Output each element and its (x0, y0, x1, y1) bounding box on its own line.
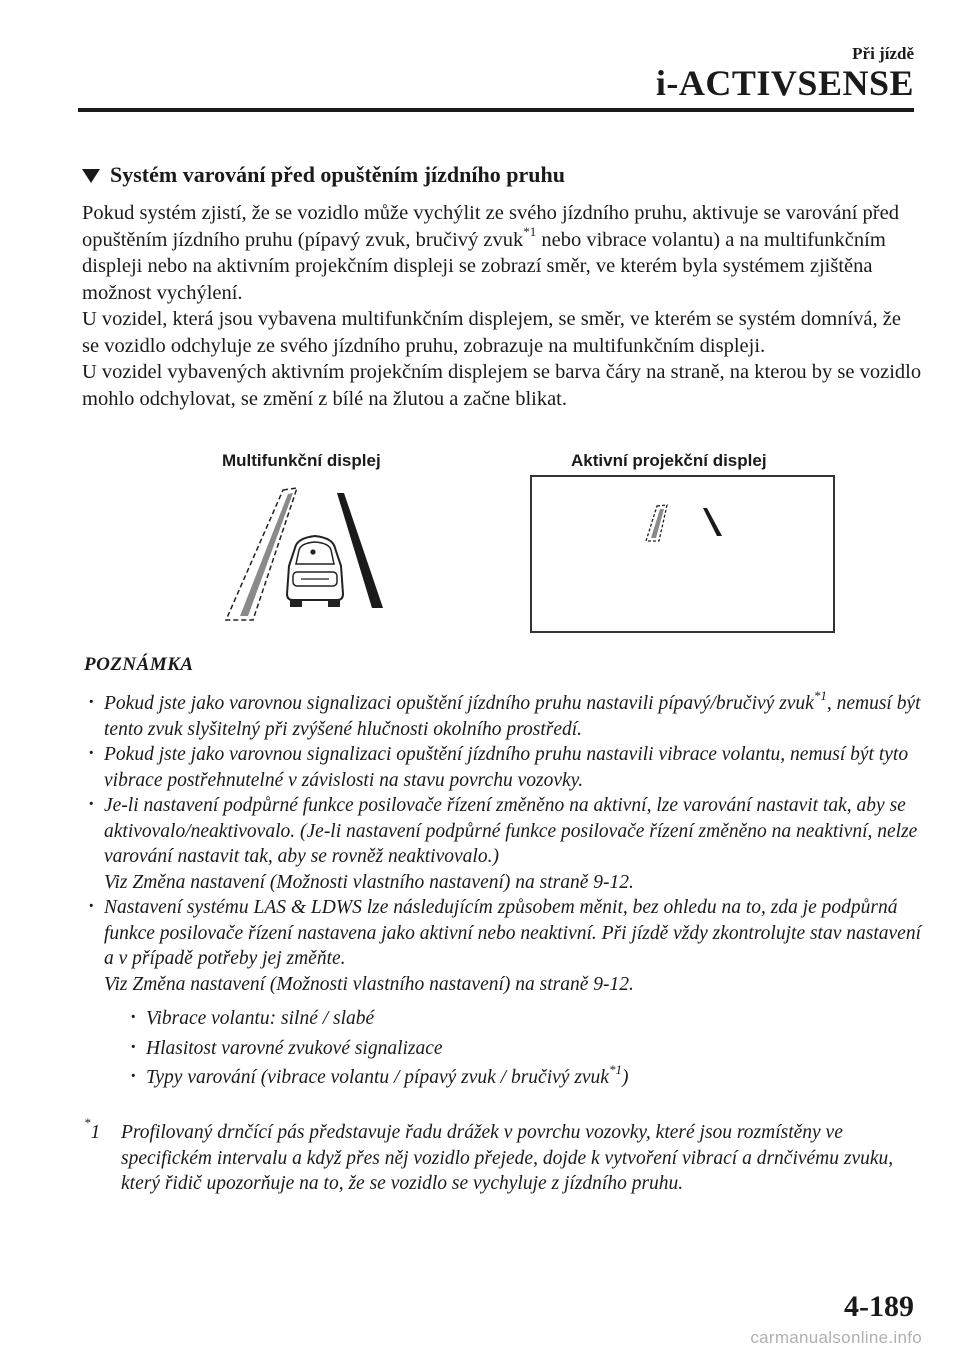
section-title: i-ACTIVSENSE (655, 63, 914, 103)
footnote-marker: *1 (84, 1114, 101, 1143)
car-rear-icon (287, 536, 343, 606)
note-subitem-2: · Hlasitost varovné zvukové signalizace (126, 1036, 924, 1062)
multifunction-display-label: Multifunkční displej (222, 451, 381, 470)
footnote-ref: *1 (813, 687, 827, 703)
note-item-2: · Pokud jste jako varovnou signalizaci opuštění jízdního pruhu nastavili vibrace volantu, nemusí být tyto vibrace postřehnutelné v závislosti na stavu povrchu vozovky. (84, 742, 924, 793)
note-subitem-3: · Typy varování (vibrace volantu / pípavý zvuk / bručivý zvuk$^{*1}$) (126, 1065, 924, 1091)
lane-marking-fill (240, 493, 293, 616)
header-rule (78, 108, 914, 112)
triangle-down-icon (82, 169, 100, 183)
page-reference: Viz Změna nastavení (Možnosti vlastního nastavení) na straně 9-12. (104, 871, 634, 893)
footnote-ref: *1 (608, 1061, 622, 1077)
section-heading (82, 162, 565, 188)
note-item-4: · Nastavení systému LAS & LDWS lze následujícím způsobem měnit, bez ohledu na to, zda je podpůrná funkce posilovače řízení nastavena jako aktivní nebo neaktivní. Při jízdě vždy zkontrolujte stav nastavení a v případě potřeby jej změňte. Viz Změna nastavení (Možnosti vlastního nastavení) na straně 9-12. · Vibrace volantu: silné / slabé · Hlasitost varovné zvukové signalizace · Typy varování (vibrace volantu / pípavý zvuk / bručivý zvuk$^{*1}$) (84, 895, 924, 1091)
section-heading-text: Systém varování před opuštěním jízdního pruhu (110, 162, 565, 187)
chapter-title: Při jízdě (852, 44, 914, 63)
active-projection-display-frame (530, 475, 835, 633)
page-number: 4-189 (844, 1290, 914, 1323)
footnote (84, 1114, 924, 1197)
body-paragraph-2: U vozidel, která jsou vybavena multifunkčním displejem, se směr, ve kterém se systém domnívá, že se vozidlo odchyluje ze svého jízdního pruhu, zobrazuje na multifunkčním displeji. (82, 308, 901, 357)
active-projection-display-illustration (640, 500, 730, 548)
multifunction-display-illustration (215, 482, 395, 624)
note-subitem-1: · Vibrace volantu: silné / slabé (126, 1006, 924, 1032)
note-list (84, 687, 924, 1095)
lane-line-right (337, 493, 383, 608)
lane-line-right-small (703, 508, 722, 536)
footnote-text: Profilovaný drnčící pás představuje řadu drážek v povrchu vozovky, které jsou rozmístěny ve specifickém intervalu a když přes něj vozidlo přejede, dojde k vytvoření vibrací a drnčivému zvuku, který řidič upozorňuje na to, že se vozidlo se vychyluje z jízdního pruhu. (121, 1122, 894, 1194)
footnote-ref: *1 (523, 223, 537, 239)
note-title: POZNÁMKA (84, 654, 194, 675)
watermark: carmanualsonline.info (750, 1328, 922, 1347)
body-paragraph-3: U vozidel vybavených aktivním projekčním displejem se barva čáry na straně, na kterou by se vozidlo mohlo odchylovat, se změní z bílé na žlutou a začne blikat. (82, 361, 922, 410)
note-item-1: · Pokud jste jako varovnou signalizaci opuštění jízdního pruhu nastavili pípavý/bručivý zvuk$^{*1}$, nemusí být tento zvuk slyšitelný při zvýšené hlučnosti okolního prostředí. (84, 691, 924, 742)
body-text (82, 200, 922, 412)
page-reference: Viz Změna nastavení (Možnosti vlastního nastavení) na straně 9-12. (104, 973, 634, 995)
active-projection-display-label: Aktivní projekční displej (571, 451, 767, 470)
body-paragraph-1: Pokud systém zjistí, že se vozidlo může vychýlit ze svého jízdního pruhu, aktivuje se varování před opuštěním jízdního pruhu (pípavý zvuk, bručivý zvuk$^{*1}$ nebo vibrace volantu) a na multifunkčním displeji nebo na aktivním projekčním displeji se zobrazí směr, ve kterém byla systémem zjištěna možnost vychýlení. (82, 202, 899, 304)
note-item-3: · Je-li nastavení podpůrné funkce posilovače řízení změněno na aktivní, lze varování nastavit tak, aby se aktivovalo/neaktivovalo. (Je-li nastavení podpůrné funkce posilovače řízení změněno na neaktivní, nelze varování nastavit tak, aby se rovněž neaktivovalo.) Viz Změna nastavení (Možnosti vlastního nastavení) na straně 9-12. (84, 793, 924, 895)
